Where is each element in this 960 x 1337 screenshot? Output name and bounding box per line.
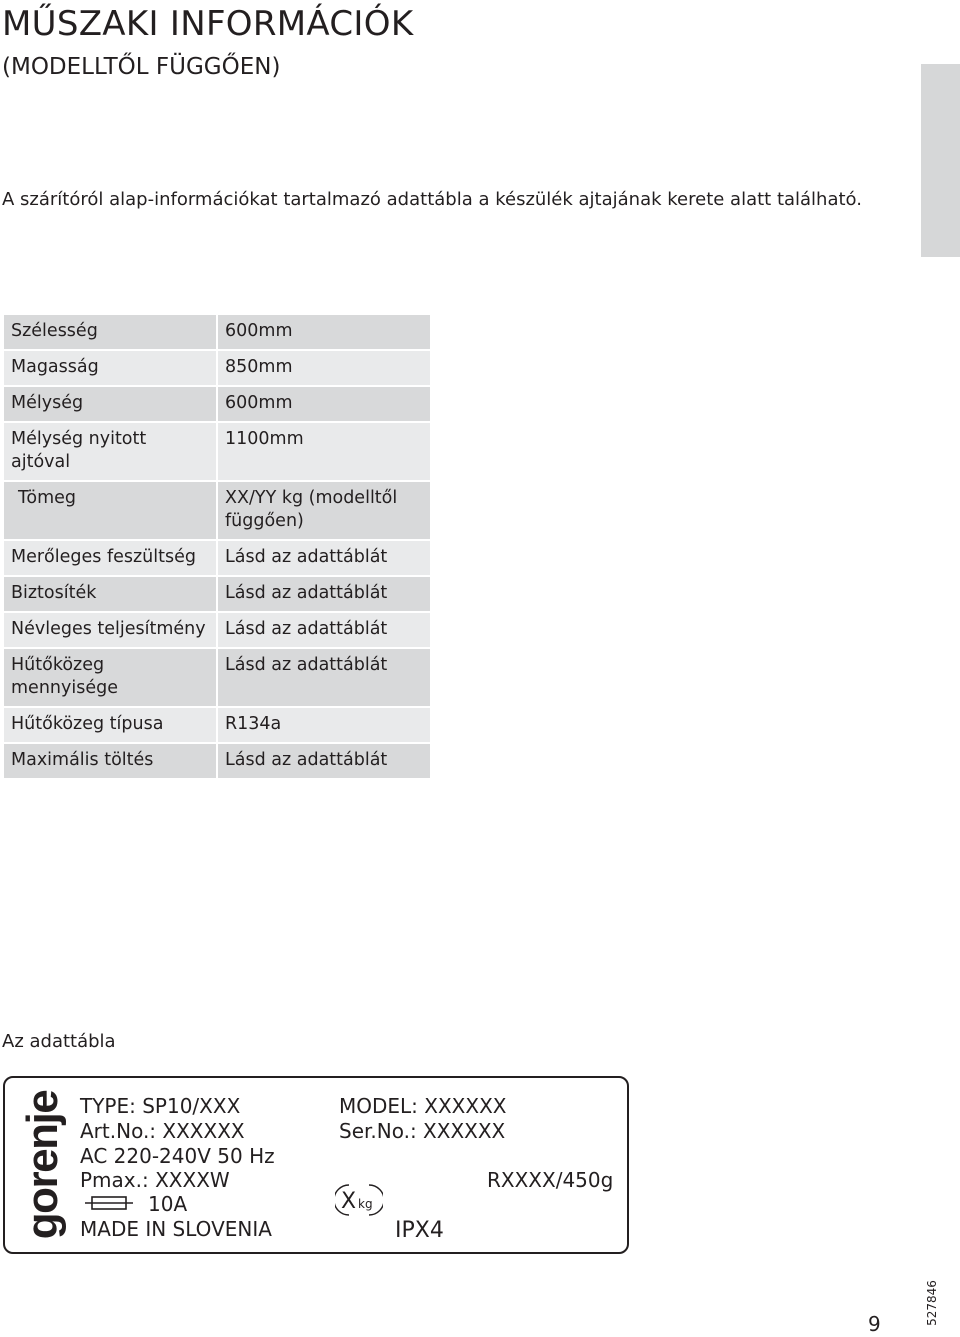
spec-label: Maximális töltés [3,743,217,779]
spec-value: Lásd az adattáblát [217,612,431,648]
spec-label: Merőleges feszültség [3,540,217,576]
spec-value: 1100mm [217,422,431,481]
spec-value: Lásd az adattáblát [217,743,431,779]
plate-art-no: Art.No.: XXXXXX [80,1119,245,1143]
plate-fuse: 10A [148,1192,188,1216]
table-row [3,648,431,707]
page-number: 9 [868,1312,881,1336]
document-code: 527846 [925,1280,939,1326]
svg-text:kg: kg [358,1197,373,1211]
svg-text:X: X [341,1189,357,1214]
spec-label: Mélység [3,386,217,422]
plate-model: MODEL: XXXXXX [339,1094,507,1118]
spec-label: Szélesség [3,314,217,350]
plate-pmax: Pmax.: XXXXW [80,1168,230,1192]
spec-value: R134a [217,707,431,743]
table-row [3,743,431,779]
table-row [3,422,431,481]
spec-value: XX/YY kg (modelltől függően) [217,481,431,540]
spec-label: Tömeg [3,481,217,540]
plate-type: TYPE: SP10/XXX [80,1094,241,1118]
plate-ip-rating: IPX4 [395,1218,444,1243]
spec-label: Hűtőközeg mennyisége [3,648,217,707]
spec-label: Magasság [3,350,217,386]
page-title: MŰSZAKI INFORMÁCIÓK [2,4,414,44]
plate-power-supply: AC 220-240V 50 Hz [80,1144,275,1168]
plate-refrigerant: RXXXX/450g [487,1168,614,1192]
plate-ser-no: Ser.No.: XXXXXX [339,1119,506,1143]
table-row [3,576,431,612]
spec-value: Lásd az adattáblát [217,540,431,576]
brand-logo: gorenje [18,1090,67,1240]
spec-label: Névleges teljesítmény [3,612,217,648]
rating-plate-heading: Az adattábla [2,1031,116,1052]
table-row [3,707,431,743]
spec-table [2,313,432,780]
spec-value: 600mm [217,314,431,350]
table-row [3,350,431,386]
table-row [3,612,431,648]
table-row [3,481,431,540]
page-subtitle: (MODELLTŐL FÜGGŐEN) [2,54,281,80]
table-row [3,540,431,576]
plate-origin: MADE IN SLOVENIA [80,1217,272,1241]
spec-label: Biztosíték [3,576,217,612]
spec-label: Hűtőközeg típusa [3,707,217,743]
table-row [3,314,431,350]
fuse-icon [85,1195,133,1211]
spec-value: Lásd az adattáblát [217,576,431,612]
spec-value: 850mm [217,350,431,386]
spec-label: Mélység nyitott ajtóval [3,422,217,481]
spec-value: 600mm [217,386,431,422]
rating-plate [3,1076,629,1254]
side-tab-marker [921,64,960,257]
spec-value: Lásd az adattáblát [217,648,431,707]
table-row [3,386,431,422]
max-load-kg-icon [335,1182,383,1218]
intro-paragraph: A szárítóról alap-információkat tartalmazó adattábla a készülék ajtajának kerete alatt található. [2,189,862,210]
